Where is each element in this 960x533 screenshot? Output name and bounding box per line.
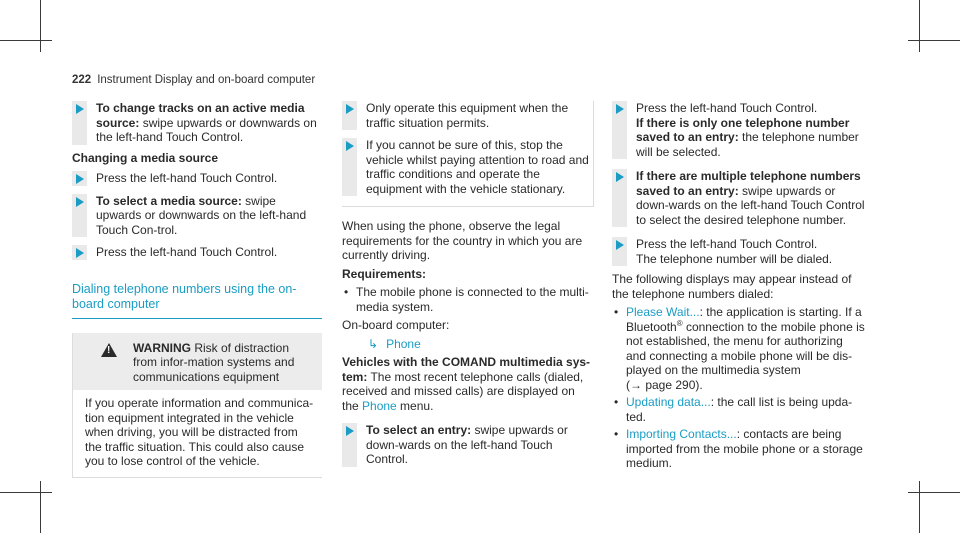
- crop-mark: [919, 0, 920, 52]
- instruction-step: [612, 169, 866, 227]
- warning-head-text: Risk of distraction from infor-mation systems and communications equipment: [133, 340, 295, 384]
- step-arrow-icon: [76, 248, 84, 258]
- instruction-step: [612, 237, 866, 266]
- section-title: Dialing telephone numbers using the on-board computer: [72, 282, 322, 319]
- step-arrow-icon: [346, 426, 354, 436]
- step-bold: If there is only one telephone number saved to an entry:: [636, 115, 850, 144]
- warning-box: [72, 333, 322, 478]
- step-text: Press the left-hand Touch Control.: [636, 101, 818, 115]
- warning-header: [73, 333, 322, 391]
- instruction-step: [72, 101, 322, 145]
- page-header: [72, 73, 315, 88]
- step-text: swipe upwards or down-wards on the left-hand Touch Control.: [366, 423, 568, 466]
- step-arrow-icon: [616, 172, 624, 182]
- display-messages-list: [612, 305, 866, 471]
- warning-label: WARNING: [133, 340, 191, 355]
- message-importing-contacts: Importing Contacts...: [626, 427, 737, 441]
- warning-continuation-panel: [342, 101, 594, 207]
- crop-mark: [0, 40, 52, 41]
- page-title: Instrument Display and on-board computer: [97, 74, 316, 86]
- step-text: If you cannot be sure of this, stop the vehicle whilst paying attention to road and traffic conditions and operate the equipment with the vehicle stationary.: [366, 138, 589, 196]
- crop-mark: [908, 492, 960, 493]
- step-bold: To select a media source:: [96, 193, 242, 208]
- step-arrow-icon: [76, 174, 84, 184]
- list-item: [612, 305, 866, 392]
- list-item: [612, 395, 866, 424]
- comand-bold: Vehicles with the COMAND multimedia sys-tem:: [342, 355, 591, 384]
- item-text: connection to the mobile phone is not established, the menu for authorizing and connecting a mobile phone will be dis-played on the multimedia system: [626, 319, 865, 377]
- crop-mark: [0, 492, 52, 493]
- page-reference: (→ page 290).: [626, 377, 703, 392]
- instruction-step: [342, 138, 593, 196]
- list-item: • The mobile phone is connected to the multi-media system.: [342, 285, 594, 314]
- crop-mark: [908, 40, 960, 41]
- step-arrow-icon: [346, 104, 354, 114]
- step-bold: If there are multiple telephone numbers saved to an entry:: [636, 169, 861, 198]
- column-1: [72, 101, 322, 478]
- requirements-list: [342, 285, 594, 314]
- crop-mark: [40, 481, 41, 533]
- step-arrow-icon: [346, 141, 354, 151]
- instruction-step: [612, 101, 866, 159]
- item-text: : the application is starting. If a Bluetooth: [626, 305, 862, 334]
- step-text: swipe upwards or downwards on the left-hand Touch Control.: [96, 115, 317, 144]
- page-number: 222: [72, 74, 92, 86]
- step-arrow-icon: [616, 240, 624, 250]
- menu-path: [342, 337, 594, 352]
- step-bold: To change tracks on an active media source:: [96, 101, 305, 130]
- comand-phone-menu: Phone: [362, 398, 397, 413]
- instruction-step: [72, 245, 322, 260]
- message-please-wait: Please Wait...: [626, 305, 700, 319]
- subheading-changing-media-source: Changing a media source: [72, 150, 219, 165]
- step-text: Press the left-hand Touch Control.: [636, 237, 818, 251]
- step-text: Press the left-hand Touch Control.: [96, 171, 278, 185]
- requirements-label: Requirements:: [342, 266, 427, 281]
- item-text: : the call list is being upda-ted.: [626, 395, 853, 424]
- instruction-step: [72, 171, 322, 186]
- step-text: the telephone number will be selected.: [636, 130, 859, 159]
- paragraph-comand: [342, 355, 594, 413]
- step-text: swipe upwards or downwards on the left-hand Touch Con-trol.: [96, 193, 307, 237]
- crop-mark: [40, 0, 41, 52]
- step-bold: To select an entry:: [366, 423, 472, 437]
- instruction-step: [72, 194, 322, 238]
- menu-phone: Phone: [386, 336, 421, 351]
- instruction-step: [342, 101, 593, 130]
- step-text: Only operate this equipment when the traffic situation permits.: [366, 101, 569, 130]
- column-3: [612, 101, 866, 475]
- list-item: [612, 427, 866, 471]
- item-text: : contacts are being imported from the mobile phone or a storage medium.: [626, 427, 863, 470]
- registered-mark: ®: [676, 318, 683, 328]
- crop-mark: [919, 481, 920, 533]
- comand-text: The most recent telephone calls (dialed, received and missed calls) are displayed on the: [342, 369, 584, 413]
- step-arrow-icon: [76, 104, 84, 114]
- menu-arrow-icon: ↳: [368, 336, 379, 351]
- comand-text-end: menu.: [396, 398, 434, 413]
- column-2: [342, 101, 594, 473]
- step-text: Press the left-hand Touch Control.: [96, 245, 278, 259]
- instruction-step: [342, 423, 594, 467]
- step-text: The telephone number will be dialed.: [636, 251, 833, 266]
- step-text: swipe upwards or down-wards on the left-hand Touch Control to select the desired telephone number.: [636, 183, 865, 227]
- paragraph-legal: When using the phone, observe the legal requirements for the country in which you are currently driving.: [342, 219, 583, 262]
- onboard-label: On-board computer:: [342, 318, 450, 332]
- message-updating-data: Updating data...: [626, 395, 711, 409]
- step-arrow-icon: [616, 104, 624, 114]
- step-arrow-icon: [76, 197, 84, 207]
- warning-body: If you operate information and communica-tion equipment integrated in the vehicle when driving, you will be distracted from the traffic situation. This could also cause you to lose control of the vehicle.: [85, 396, 314, 468]
- warning-triangle-icon: [101, 343, 117, 357]
- paragraph-following: The following displays may appear instead of the telephone numbers dialed:: [612, 272, 852, 301]
